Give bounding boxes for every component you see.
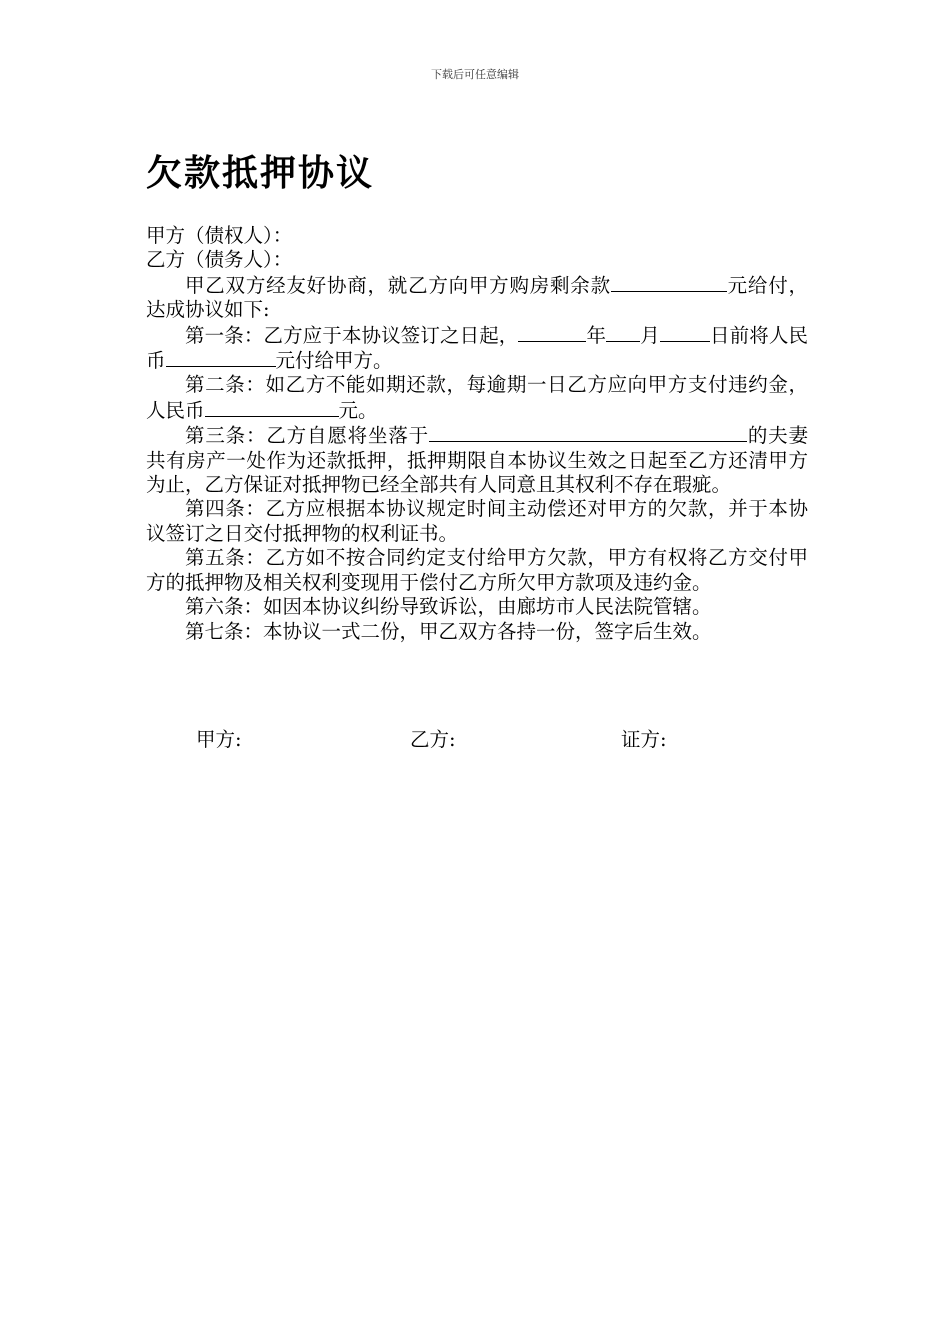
article-3 xyxy=(146,423,808,497)
intro-text-1: 甲乙双方经友好协商，就乙方向甲方购房剩余款 xyxy=(185,273,611,297)
party-a-line: 甲方（债权人）： xyxy=(146,224,293,247)
article-3-text-2: 的夫妻共有房产一处作为还款抵押，抵押期限自本协议生效之日起至乙方还清甲方为止，乙方保证对抵押物已经全部共有人同意且其权利不存在瑕疵。 xyxy=(146,424,808,497)
article-5: 第五条：乙方如不按合同约定支付给甲方欠款，甲方有权将乙方交付甲方的抵押物及相关权利变现用于偿付乙方所欠甲方款项及违约金。 xyxy=(146,546,808,594)
intro-paragraph xyxy=(146,273,808,323)
remaining-amount-blank[interactable] xyxy=(611,273,727,292)
article-1 xyxy=(146,323,808,374)
article-1-text-5: 元付给甲方。 xyxy=(275,349,393,373)
party-a-signature-label: 甲方: xyxy=(196,728,242,751)
article-1-text-2: 年 xyxy=(586,323,607,347)
signature-row xyxy=(196,724,796,750)
header-note: 下载后可任意编辑 xyxy=(431,68,519,81)
witness-signature-label: 证方: xyxy=(621,728,667,751)
document-title: 欠款抵押协议 xyxy=(146,152,375,194)
article-3-text-1: 第三条：乙方自愿将坐落于 xyxy=(185,424,429,448)
day-blank[interactable] xyxy=(660,323,710,342)
article-2-text-2: 元。 xyxy=(338,398,378,422)
article-7: 第七条：本协议一式二份，甲乙双方各持一份，签字后生效。 xyxy=(185,619,712,643)
party-b-signature-label: 乙方: xyxy=(410,728,456,751)
intro-text-2: 元给付，达成协议如下: xyxy=(146,273,808,322)
property-location-blank[interactable] xyxy=(429,423,747,442)
year-blank[interactable] xyxy=(518,323,586,342)
payment-amount-blank[interactable] xyxy=(166,348,276,367)
agreement-body xyxy=(146,224,808,644)
party-b-line: 乙方（债务人）： xyxy=(146,248,293,272)
article-1-text-1: 第一条：乙方应于本协议签订之日起， xyxy=(185,323,519,347)
penalty-amount-blank[interactable] xyxy=(205,398,339,417)
article-6: 第六条：如因本协议纠纷导致诉讼，由廊坊市人民法院管辖。 xyxy=(185,595,712,619)
article-4: 第四条：乙方应根据本协议规定时间主动偿还对甲方的欠款，并于本协议签订之日交付抵押物的权利证书。 xyxy=(146,497,808,545)
article-1-text-4: 日前将人民币 xyxy=(146,323,808,373)
article-1-text-3: 月 xyxy=(640,323,660,347)
month-blank[interactable] xyxy=(606,323,640,342)
article-2-text-1: 第二条：如乙方不能如期还款，每逾期一日乙方应向甲方支付违约金，人民币 xyxy=(146,373,808,422)
article-2 xyxy=(146,373,808,423)
